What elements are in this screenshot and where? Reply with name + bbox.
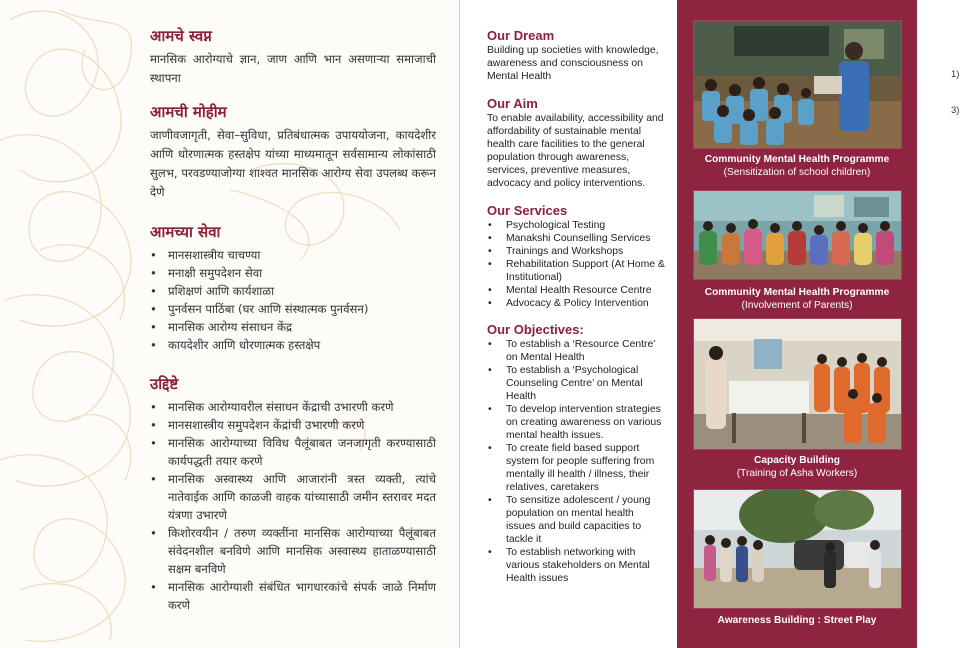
list-item: • Rehabilitation Support (At Home & Institutional) [487, 258, 665, 284]
english-services-heading: Our Services [487, 203, 568, 218]
caption-subtitle: (Sensitization of school children) [723, 167, 871, 178]
caption-street-play [677, 614, 917, 627]
english-panel [460, 0, 677, 648]
caption-title: Community Mental Health Programme [704, 154, 890, 165]
english-aim-text: To enable availability, accessibility and affordability of sustainable mental health care facilities to the general population through awareness, services, preventive measures, advocacy and policy interventions. [487, 113, 664, 189]
english-objectives-section [487, 322, 665, 585]
list-item: • To sensitize adolescent / young population on mental health issues and build capacities to tackle it [487, 494, 665, 546]
caption-parents [677, 286, 917, 312]
marathi-mission-section [150, 102, 436, 202]
caption-subtitle: (Training of Asha Workers) [736, 468, 858, 479]
english-content [487, 28, 665, 585]
caption-title: Capacity Building [753, 455, 841, 466]
marathi-services-heading: आमच्या सेवा [150, 223, 221, 241]
list-item: • Advocacy & Policy Intervention [487, 297, 665, 310]
list-item: • मनाक्षी समुपदेशन सेवा [150, 264, 436, 282]
page-mark-3: 3) [951, 105, 960, 116]
english-objectives-list [487, 338, 665, 585]
list-item: • To establish a ‘Resource Centre’ on Mental Health [487, 338, 665, 364]
marathi-dream-heading: आमचे स्वप्न [150, 27, 212, 45]
marathi-mission-text: जाणीवजागृती, सेवा–सुविधा, प्रतिबंधात्मक उपाययोजना, कायदेशीर आणि धोरणात्मक हस्तक्षेप यांच्या माध्यमातून सर्वसामान्य लोकांसाठी सुलभ, परवडण्याजोग्या शाश्वत मानसिक आरोग्य सेवा उपलब्ध करून देणे [150, 128, 436, 199]
marathi-panel [0, 0, 460, 648]
list-item: • मानसशास्त्रीय चाचण्या [150, 246, 436, 264]
english-dream-text: Building up societies with knowledge, awareness and consciousness on Mental Health [487, 45, 659, 82]
marathi-content [150, 26, 436, 614]
photo-street-play [693, 489, 902, 609]
photo-panel [677, 0, 917, 648]
list-item: • मानसिक आरोग्याशी संबंधित भागधारकांचे संपर्क जाळे निर्माण करणे [150, 578, 436, 614]
english-objectives-heading: Our Objectives: [487, 322, 584, 337]
marathi-objectives-section [150, 374, 436, 614]
english-services-section [487, 203, 665, 310]
marathi-services-list [150, 246, 436, 354]
list-item: • पुनर्वसन पाठिंबा (घर आणि संस्थात्मक पुनर्वसन) [150, 300, 436, 318]
english-dream-heading: Our Dream [487, 28, 555, 43]
list-item: • मानसिक आरोग्याच्या विविध पैलूंबाबत जनजागृती करण्यासाठी कार्यपद्धती तयार करणे [150, 434, 436, 470]
list-item: • मानसशास्त्रीय समुपदेशन केंद्रांची उभारणी करणे [150, 416, 436, 434]
marathi-dream-text: मानसिक आरोग्याचे ज्ञान, जाण आणि भान असणाऱ्या समाजाची स्थापना [150, 52, 436, 85]
list-item: • Psychological Testing [487, 219, 665, 232]
list-item: • कायदेशीर आणि धोरणात्मक हस्तक्षेप [150, 336, 436, 354]
list-item: • To establish networking with various stakeholders on Mental Health issues [487, 546, 665, 585]
caption-title: Community Mental Health Programme [704, 287, 890, 298]
caption-school-children [677, 153, 917, 179]
list-item: • To establish a ‘Psychological Counseling Centre’ on Mental Health [487, 364, 665, 403]
marathi-services-section [150, 222, 436, 354]
photo-parents [693, 190, 902, 280]
list-item: • मानसिक आरोग्यावरील संसाधन केंद्राची उभारणी करणे [150, 398, 436, 416]
caption-asha-training [677, 454, 917, 480]
marathi-objectives-heading: उद्दिष्टे [150, 375, 179, 393]
list-item: • प्रशिक्षणं आणि कार्यशाळा [150, 282, 436, 300]
english-services-list [487, 219, 665, 310]
english-dream-section [487, 28, 665, 83]
marathi-objectives-list [150, 398, 436, 614]
list-item: • Trainings and Workshops [487, 245, 665, 258]
list-item: • किशोरवयीन / तरुण व्यक्तींना मानसिक आरोग्याच्या पैलूंबाबत संवेदनशील बनविणे आणि मानसिक अस्वास्थ्य हाताळण्यासाठी सक्षम बनविणे [150, 524, 436, 578]
list-item: • मानसिक अस्वास्थ्य आणि आजारांनी त्रस्त व्यक्ती, त्यांचे नातेवाईक आणि काळजी वाहक यांच्यासाठी जमीन स्तरावर मदत यंत्रणा उभारणे [150, 470, 436, 524]
english-aim-section [487, 96, 665, 190]
english-aim-heading: Our Aim [487, 96, 538, 111]
list-item: • मानसिक आरोग्य संसाधन केंद्र [150, 318, 436, 336]
list-item: • To create field based support system for people suffering from mentally ill health / illness, their relatives, caretakers [487, 442, 665, 494]
list-item: • Manakshi Counselling Services [487, 232, 665, 245]
list-item: • To develop intervention strategies on creating awareness on various mental health issues. [487, 403, 665, 442]
list-item: • Mental Health Resource Centre [487, 284, 665, 297]
marathi-mission-heading: आमची मोहीम [150, 103, 227, 121]
marathi-dream-section [150, 26, 436, 88]
caption-subtitle: (Involvement of Parents) [741, 300, 853, 311]
page-mark-1: 1) [951, 69, 960, 80]
photo-asha-training [693, 318, 902, 450]
caption-title: Awareness Building : Street Play [717, 615, 877, 626]
photo-school-children [693, 20, 902, 149]
